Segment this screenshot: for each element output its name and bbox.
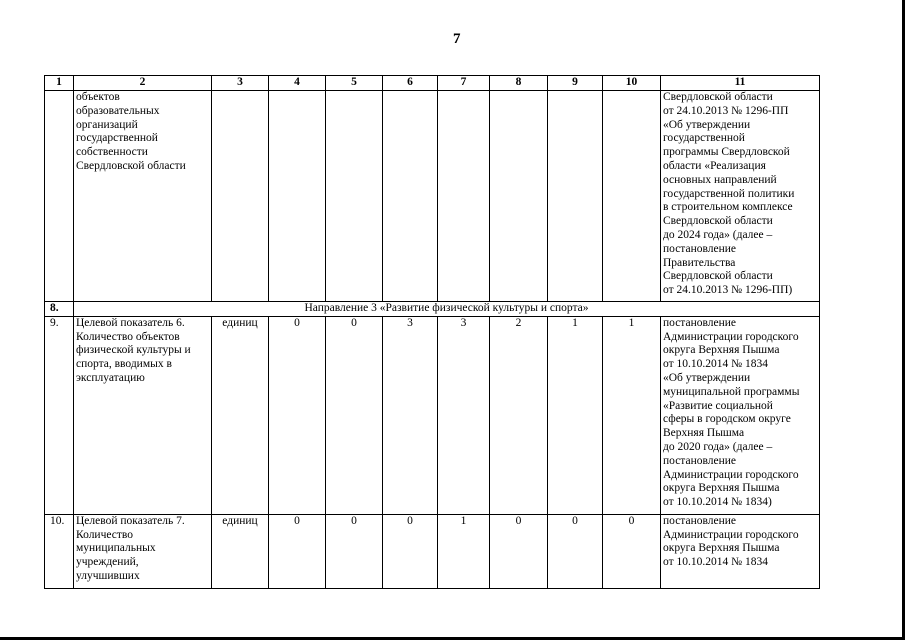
value-cell — [326, 91, 383, 302]
value-cell — [438, 91, 490, 302]
value-cell — [490, 91, 548, 302]
value-cell — [603, 91, 661, 302]
value-cell — [383, 91, 438, 302]
section-number: 8. — [45, 302, 74, 317]
value-cell: 1 — [438, 514, 490, 588]
row-number — [45, 91, 74, 302]
value-cell: 3 — [438, 316, 490, 514]
unit-cell: единиц — [212, 514, 269, 588]
value-cell: 0 — [548, 514, 603, 588]
value-cell: 0 — [383, 514, 438, 588]
source-document: постановление Администрации городского округа Верхняя Пышма от 10.10.2014 № 1834 — [661, 514, 820, 588]
table-row — [45, 91, 820, 302]
value-cell: 0 — [269, 316, 326, 514]
value-cell: 0 — [603, 514, 661, 588]
row-number: 10. — [45, 514, 74, 588]
column-header: 3 — [212, 76, 269, 91]
value-cell: 0 — [326, 514, 383, 588]
value-cell: 1 — [548, 316, 603, 514]
column-header: 2 — [74, 76, 212, 91]
section-title: Направление 3 «Развитие физической культуры и спорта» — [74, 302, 820, 317]
indicator-name: объектов образовательных организаций государственной собственности Свердловской области — [74, 91, 212, 302]
indicators-table — [44, 75, 820, 589]
table-row — [45, 514, 820, 588]
value-cell — [269, 91, 326, 302]
value-cell: 0 — [490, 514, 548, 588]
indicator-name: Целевой показатель 7. Количество муниципальных учреждений, улучшивших — [74, 514, 212, 588]
table-row — [45, 316, 820, 514]
page-number: 7 — [453, 31, 461, 47]
column-header: 7 — [438, 76, 490, 91]
indicator-name: Целевой показатель 6. Количество объектов физической культуры и спорта, вводимых в эксплуатацию — [74, 316, 212, 514]
column-header: 10 — [603, 76, 661, 91]
unit-cell — [212, 91, 269, 302]
column-header: 6 — [383, 76, 438, 91]
value-cell: 2 — [490, 316, 548, 514]
value-cell: 3 — [383, 316, 438, 514]
value-cell: 0 — [326, 316, 383, 514]
column-header: 11 — [661, 76, 820, 91]
source-document: Свердловской области от 24.10.2013 № 1296-ПП «Об утверждении государственной программы Свердловской области «Реализация основных направлений государственной политики в строительном комплексе Свердловской области до 2024 года» (далее – постановление Правительства Свердловской области от 24.10.2013 № 1296-ПП) — [661, 91, 820, 302]
unit-cell: единиц — [212, 316, 269, 514]
column-header: 9 — [548, 76, 603, 91]
column-header: 8 — [490, 76, 548, 91]
column-header: 1 — [45, 76, 74, 91]
value-cell — [548, 91, 603, 302]
column-header: 4 — [269, 76, 326, 91]
source-document: постановление Администрации городского округа Верхняя Пышма от 10.10.2014 № 1834 «Об утверждении муниципальной программы «Развитие социальной сферы в городском округе Верхняя Пышма до 2020 года» (далее – постановление Администрации городского округа Верхняя Пышма от 10.10.2014 № 1834) — [661, 316, 820, 514]
header-row — [45, 76, 820, 91]
value-cell: 1 — [603, 316, 661, 514]
row-number: 9. — [45, 316, 74, 514]
column-header: 5 — [326, 76, 383, 91]
value-cell: 0 — [269, 514, 326, 588]
section-row — [45, 302, 820, 317]
